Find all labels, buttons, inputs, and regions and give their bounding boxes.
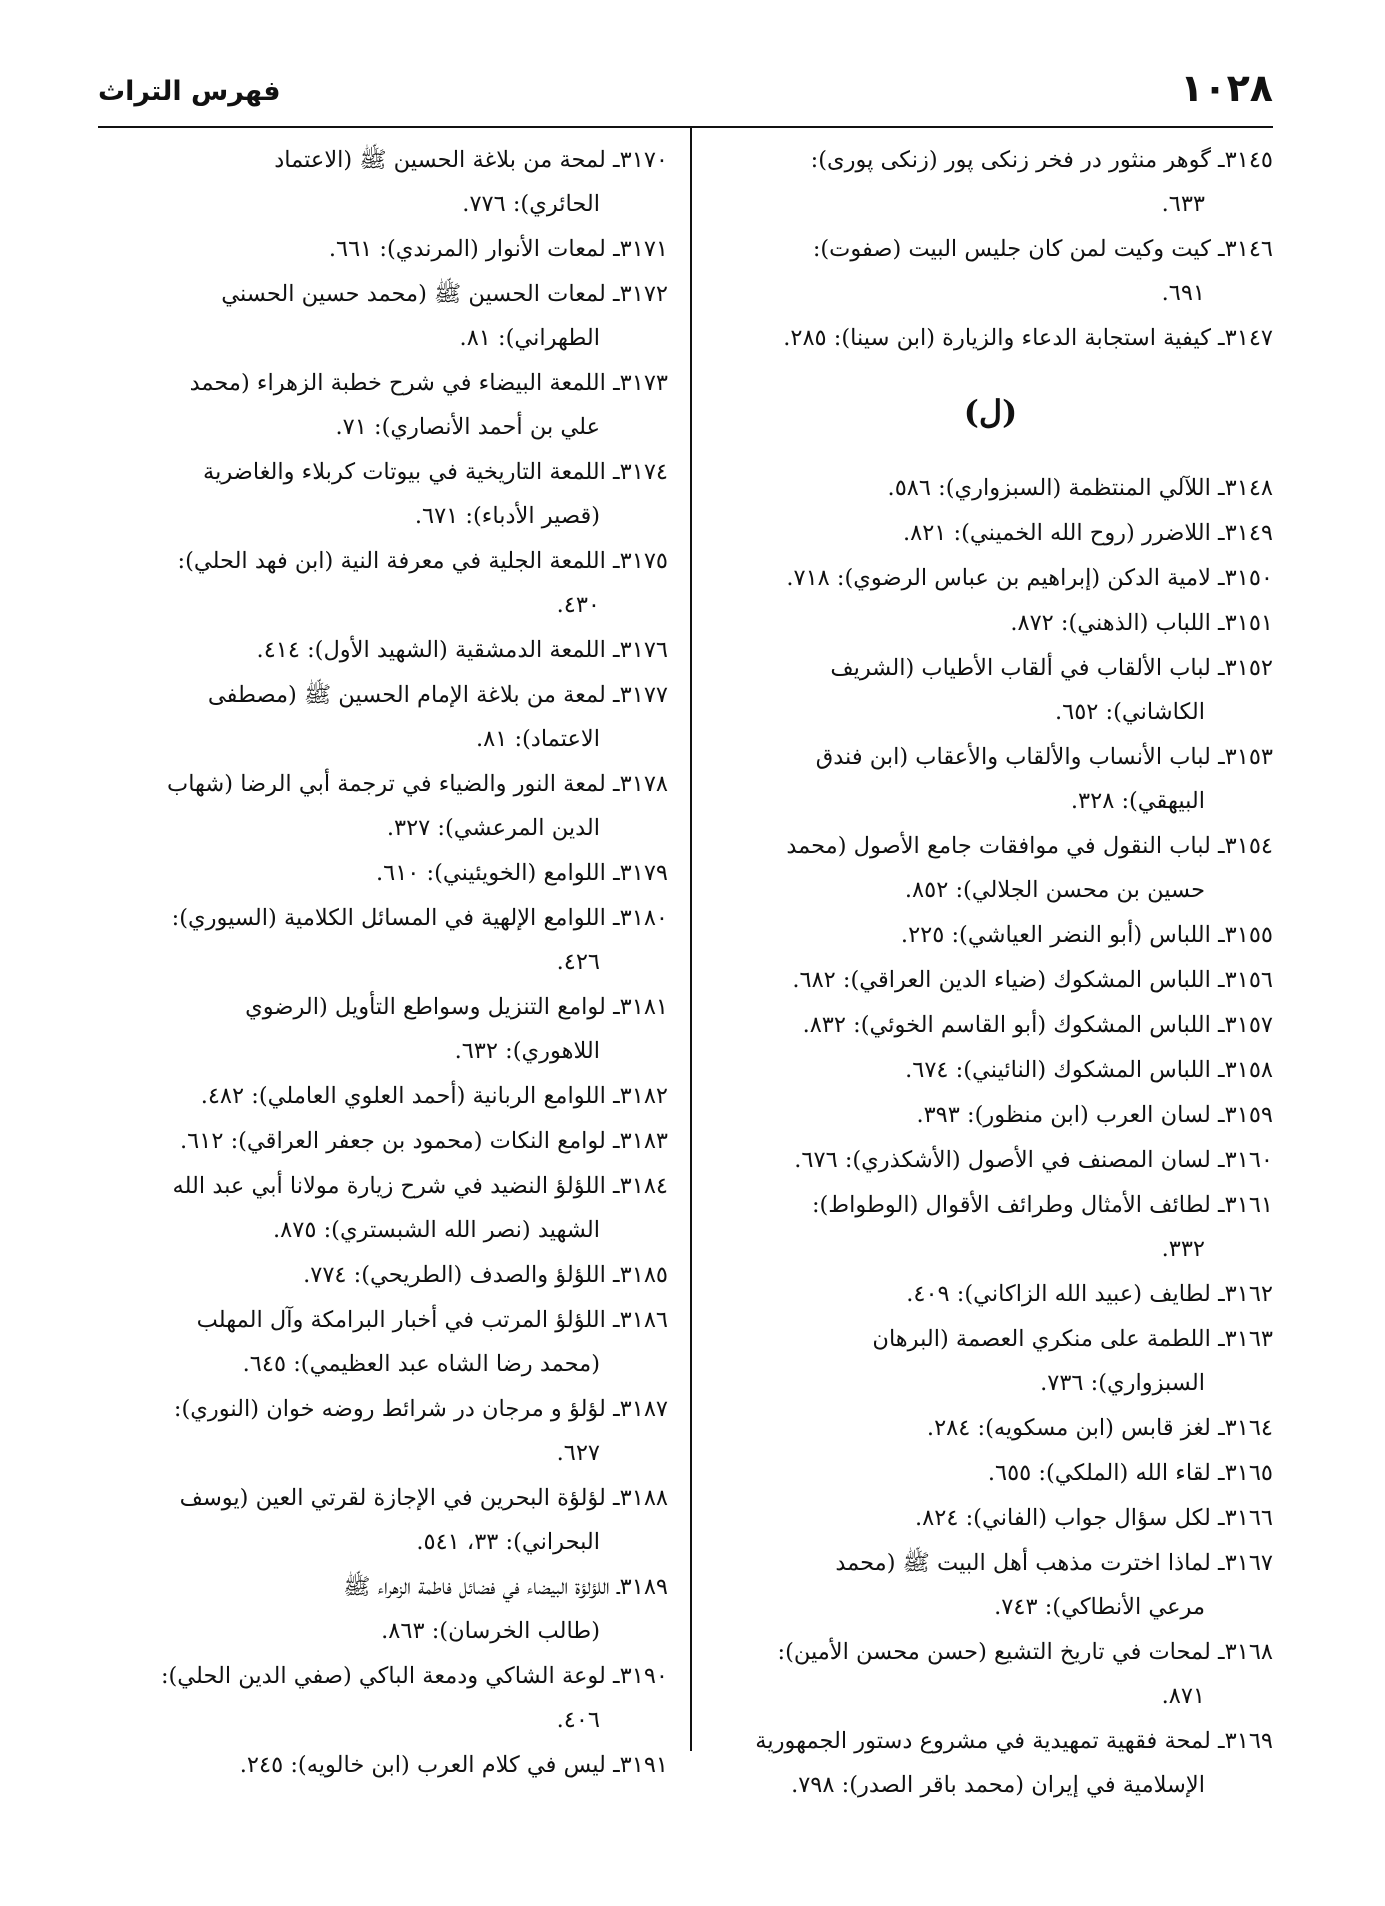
entry-number: ٣١٨٠	[619, 905, 668, 931]
entry-number: ٣١٤٦	[1224, 236, 1273, 262]
entry-continuation: ٨٧١.	[1161, 1683, 1205, 1709]
entry-number: ٣١٨٩	[619, 1574, 668, 1600]
entry-title: ـ لطائف الأمثال وطرائف الأقوال (الوطواط):	[811, 1192, 1225, 1218]
entry-continuation: الحائري): ٧٧٦.	[462, 191, 600, 217]
index-entry	[708, 227, 1273, 315]
entry-title: ـ لباب النقول في موافقات جامع الأصول (محمد	[786, 833, 1225, 859]
index-entry	[708, 316, 1273, 360]
entry-number: ٣١٦٩	[1224, 1728, 1273, 1754]
entry-number: ٣١٦٤	[1224, 1415, 1273, 1441]
entry-continuation: ٤٢٦.	[556, 949, 600, 975]
entry-title: ـ لكل سؤال جواب (الفاني): ٨٢٤.	[915, 1505, 1225, 1531]
index-entry	[98, 450, 668, 538]
entry-number: ٣١٨٢	[619, 1083, 668, 1109]
entry-title: ـ لمحة فقهية تمهيدية في مشروع دستور الجمهورية	[755, 1728, 1225, 1754]
index-entry	[98, 1654, 668, 1742]
index-entry	[98, 227, 668, 271]
index-entry	[98, 1476, 668, 1564]
entry-number: ٣١٥٣	[1224, 744, 1273, 770]
entry-number: ٣١٧٠	[619, 147, 668, 173]
entry-title: ـ اللباس المشكوك (ضياء الدين العراقي): ٦٨٢.	[792, 967, 1225, 993]
entry-number: ٣١٧٧	[619, 682, 668, 708]
entry-number: ٣١٤٩	[1224, 520, 1273, 546]
index-entry	[98, 628, 668, 672]
entry-title: ـ لؤلؤ و مرجان در شرائط روضه خوان (النوري):	[173, 1396, 620, 1422]
index-entry	[98, 1074, 668, 1118]
entry-title: ـ ليس في كلام العرب (ابن خالويه): ٢٤٥.	[239, 1752, 620, 1778]
left-column-entries	[98, 138, 668, 1787]
entry-number: ٣١٦٠	[1224, 1147, 1273, 1173]
entry-title: ـ اللوامع الإلهية في المسائل الكلامية (السيوري):	[171, 905, 620, 931]
entry-continuation: الشهيد (نصر الله الشبستري): ٨٧٥.	[273, 1217, 600, 1243]
index-entry	[708, 1183, 1273, 1271]
entry-number: ٣١٦٨	[1224, 1639, 1273, 1665]
entry-title: ـ لوعة الشاكي ودمعة الباكي (صفي الدين الحلي):	[160, 1663, 620, 1689]
entry-title: ـ اللؤلؤ والصدف (الطريحي): ٧٧٤.	[303, 1262, 620, 1288]
index-entry	[98, 539, 668, 627]
entry-continuation: الدين المرعشي): ٣٢٧.	[386, 815, 600, 841]
entry-continuation: الاعتماد): ٨١.	[475, 726, 600, 752]
index-entry	[98, 1119, 668, 1163]
index-entry	[708, 1138, 1273, 1182]
entry-title: ـ لمعة من بلاغة الإمام الحسين ﷺ (مصطفى	[207, 682, 620, 708]
entry-number: ٣١٥١	[1224, 610, 1273, 636]
entry-number: ٣١٨٤	[619, 1173, 668, 1199]
entry-continuation: حسين بن محسن الجلالي): ٨٥٢.	[904, 877, 1205, 903]
index-entry	[98, 1164, 668, 1252]
index-entry	[98, 762, 668, 850]
entry-continuation: ٦٣٣.	[1161, 191, 1205, 217]
index-entry	[98, 673, 668, 761]
index-entry	[708, 1451, 1273, 1495]
entry-title: ـ لطايف (عبيد الله الزاكاني): ٤٠٩.	[906, 1281, 1225, 1307]
entry-title: ـ لسان المصنف في الأصول (الأشكذري): ٦٧٦.	[794, 1147, 1225, 1173]
entry-title: ـ اللؤلؤ النضيد في شرح زيارة مولانا أبي عبد الله	[172, 1173, 620, 1199]
index-entry	[708, 958, 1273, 1002]
entry-continuation: ٤٠٦.	[556, 1707, 600, 1733]
entry-number: ٣١٥٨	[1224, 1057, 1273, 1083]
entry-title: ـ لمعة النور والضياء في ترجمة أبي الرضا (شهاب	[167, 771, 620, 797]
entry-title: ـ اللؤلؤ المرتب في أخبار البرامكة وآل المهلب	[196, 1307, 620, 1333]
index-entry	[708, 1719, 1273, 1807]
entry-number: ٣١٨٧	[619, 1396, 668, 1422]
entry-number: ٣١٧٥	[619, 548, 668, 574]
index-entry	[98, 985, 668, 1073]
entry-number: ٣١٧٩	[619, 860, 668, 886]
entry-title: ـ لباب الأنساب والألقاب والأعقاب (ابن فندق	[815, 744, 1225, 770]
right-column-entries-bottom	[708, 466, 1273, 1807]
entry-continuation: (محمد رضا الشاه عبد العظيمي): ٦٤٥.	[242, 1351, 600, 1377]
entry-number: ٣١٨٥	[619, 1262, 668, 1288]
entry-title: ـ اللمعة الجلية في معرفة النية (ابن فهد الحلي):	[177, 548, 620, 574]
entry-title: ـ اللطمة على منكري العصمة (البرهان	[872, 1326, 1225, 1352]
entry-title: ـ لامية الدكن (إبراهيم بن عباس الرضوي): ٧١٨.	[786, 565, 1225, 591]
section-heading-lam: (ل)	[963, 393, 1018, 431]
entry-continuation: مرعي الأنطاكي): ٧٤٣.	[994, 1594, 1205, 1620]
entry-continuation: اللاهوري): ٦٣٢.	[454, 1038, 600, 1064]
entry-number: ٣١٥٩	[1224, 1102, 1273, 1128]
index-entry	[708, 646, 1273, 734]
entry-number: ٣١٥٤	[1224, 833, 1273, 859]
entry-title: ـ اللباب (الذهني): ٨٧٢.	[1010, 610, 1225, 636]
index-entry	[708, 735, 1273, 823]
entry-title: ـ لمعات الحسين ﷺ (محمد حسين الحسني	[221, 281, 620, 307]
right-column-entries-top	[708, 138, 1273, 360]
index-entry	[708, 138, 1273, 226]
entry-number: ٣١٨٨	[619, 1485, 668, 1511]
index-entry	[98, 1565, 668, 1653]
entry-number: ٣١٤٧	[1224, 325, 1273, 351]
entry-continuation: السبزواري): ٧٣٦.	[1040, 1370, 1205, 1396]
entry-title: ـ لمعات الأنوار (المرندي): ٦٦١.	[328, 236, 620, 262]
entry-number: ٣١٧٤	[619, 459, 668, 485]
index-entry	[708, 1048, 1273, 1092]
entry-continuation: الطهراني): ٨١.	[459, 325, 600, 351]
entry-number: ٣١٥٠	[1224, 565, 1273, 591]
page-number: ١٠٢٨	[1180, 66, 1273, 110]
entry-title: ـ اللاضرر (روح الله الخميني): ٨٢١.	[902, 520, 1225, 546]
index-entry	[708, 511, 1273, 555]
entry-number: ٣١٦٧	[1224, 1550, 1273, 1576]
index-entry	[708, 1093, 1273, 1137]
entry-title: ـ لباب الألقاب في ألقاب الأطياب (الشريف	[830, 655, 1225, 681]
entry-number: ٣١٧٣	[619, 370, 668, 396]
entry-number: ٣١٨٣	[619, 1128, 668, 1154]
entry-title: ـ اللباس (أبو النضر العياشي): ٢٢٥.	[900, 922, 1225, 948]
index-entry	[708, 1541, 1273, 1629]
entry-title: ـ لغز قابس (ابن مسكويه): ٢٨٤.	[926, 1415, 1225, 1441]
index-entry	[708, 1272, 1273, 1316]
entry-title: ـ كيفية استجابة الدعاء والزيارة (ابن سينا): ٢٨٥.	[783, 325, 1225, 351]
index-entry	[708, 466, 1273, 510]
entry-number: ٣١٧١	[619, 236, 668, 262]
column-divider	[690, 126, 692, 1751]
entry-number: ٣١٦٢	[1224, 1281, 1273, 1307]
index-entry	[708, 556, 1273, 600]
index-entry	[708, 1630, 1273, 1718]
index-entry	[98, 1253, 668, 1297]
entry-continuation: ٦٢٧.	[556, 1440, 600, 1466]
entry-title: ـ اللوامع (الخويئيني): ٦١٠.	[375, 860, 620, 886]
entry-number: ٣١٨١	[619, 994, 668, 1020]
entry-continuation: ٦٩١.	[1161, 280, 1205, 306]
entry-continuation: الإسلامية في إيران (محمد باقر الصدر): ٧٩٨.	[791, 1772, 1205, 1798]
entry-continuation: ٣٣٢.	[1161, 1236, 1205, 1262]
right-column	[708, 138, 1273, 1808]
index-entry	[708, 1406, 1273, 1450]
entry-number: ٣١٩١	[619, 1752, 668, 1778]
entry-continuation: ٤٣٠.	[556, 592, 600, 618]
entry-number: ٣١٤٨	[1224, 475, 1273, 501]
entry-number: ٣١٧٦	[619, 637, 668, 663]
page-header	[98, 62, 1273, 128]
index-entry	[98, 1387, 668, 1475]
index-entry	[708, 913, 1273, 957]
entry-title: ـ لمحة من بلاغة الحسين ﷺ (الاعتماد	[274, 147, 620, 173]
index-entry	[708, 1003, 1273, 1047]
entry-number: ٣١٧٢	[619, 281, 668, 307]
index-entry	[98, 272, 668, 360]
entry-continuation: الكاشاني): ٦٥٢.	[1054, 699, 1205, 725]
entry-title: ـ اللباس المشكوك (النائيني): ٦٧٤.	[905, 1057, 1225, 1083]
entry-title: ـ گوهر منثور در فخر زنكى پور (زنكى پورى):	[810, 147, 1225, 173]
entry-title: ـ لوامع النكات (محمود بن جعفر العراقي): ٦١٢.	[180, 1128, 620, 1154]
entry-title: ـ لقاء الله (الملكي): ٦٥٥.	[987, 1460, 1225, 1486]
entry-continuation: البيهقي): ٣٢٨.	[1070, 788, 1205, 814]
index-entry	[98, 896, 668, 984]
index-entry	[708, 1317, 1273, 1405]
entry-title: ـ لمحات في تاريخ التشيع (حسن محسن الأمين):	[777, 1639, 1225, 1665]
entry-number: ٣١٨٦	[619, 1307, 668, 1333]
entry-number: ٣١٧٨	[619, 771, 668, 797]
running-title: فهرس التراث	[98, 76, 281, 107]
entry-number: ٣١٤٥	[1224, 147, 1273, 173]
entry-title: ـ اللمعة الدمشقية (الشهيد الأول): ٤١٤.	[256, 637, 620, 663]
entry-title: ـ اللباس المشكوك (أبو القاسم الخوئي): ٨٣٢.	[802, 1012, 1225, 1038]
index-entry	[708, 824, 1273, 912]
entry-title: ـ لسان العرب (ابن منظور): ٣٩٣.	[916, 1102, 1225, 1128]
index-entry	[98, 1298, 668, 1386]
index-entry	[98, 361, 668, 449]
entry-title: ـ كيت وكيت لمن كان جليس البيت (صفوت):	[812, 236, 1225, 262]
entry-number: ٣١٩٠	[619, 1663, 668, 1689]
index-entry	[708, 1496, 1273, 1540]
entry-continuation: علي بن أحمد الأنصاري): ٧١.	[335, 414, 600, 440]
entry-number: ٣١٦٣	[1224, 1326, 1273, 1352]
index-entry	[98, 138, 668, 226]
entry-number: ٣١٦٦	[1224, 1505, 1273, 1531]
entry-title: ـ اللوامع الربانية (أحمد العلوي العاملي): ٤٨٢.	[200, 1083, 620, 1109]
entry-title: ـ اللآلي المنتظمة (السبزواري): ٥٨٦.	[887, 475, 1225, 501]
entry-number: ٣١٥٥	[1224, 922, 1273, 948]
entry-continuation: البحراني): ٣٣، ٥٤١.	[416, 1529, 600, 1555]
index-entry	[98, 1743, 668, 1787]
entry-title: ـ اللمعة البيضاء في شرح خطبة الزهراء (محمد	[189, 370, 620, 396]
entry-number: ٣١٥٧	[1224, 1012, 1273, 1038]
entry-number: ٣١٥٦	[1224, 967, 1273, 993]
entry-number: ٣١٦١	[1224, 1192, 1273, 1218]
index-entry	[708, 601, 1273, 645]
entry-number: ٣١٥٢	[1224, 655, 1273, 681]
left-column	[98, 138, 668, 1788]
entry-continuation: (قصير الأدباء): ٦٧١.	[414, 503, 600, 529]
entry-title: ـ لؤلؤة البحرين في الإجازة لقرتي العين (يوسف	[179, 1485, 620, 1511]
entry-title: ـ لوامع التنزيل وسواطع التأويل (الرضوي	[245, 994, 620, 1020]
entry-number: ٣١٦٥	[1224, 1460, 1273, 1486]
entry-continuation: (طالب الخرسان): ٨٦٣.	[381, 1618, 600, 1644]
entry-title: ـ اللمعة التاريخية في بيوتات كربلاء والغاضرية	[203, 459, 620, 485]
entry-title: ـ لماذا اخترت مذهب أهل البيت ﷺ (محمد	[835, 1550, 1225, 1576]
entry-title: ـ اللؤلؤة البيضاء في فضائل فاطمة الزهراء ﷺ	[343, 1574, 620, 1600]
index-entry	[98, 851, 668, 895]
